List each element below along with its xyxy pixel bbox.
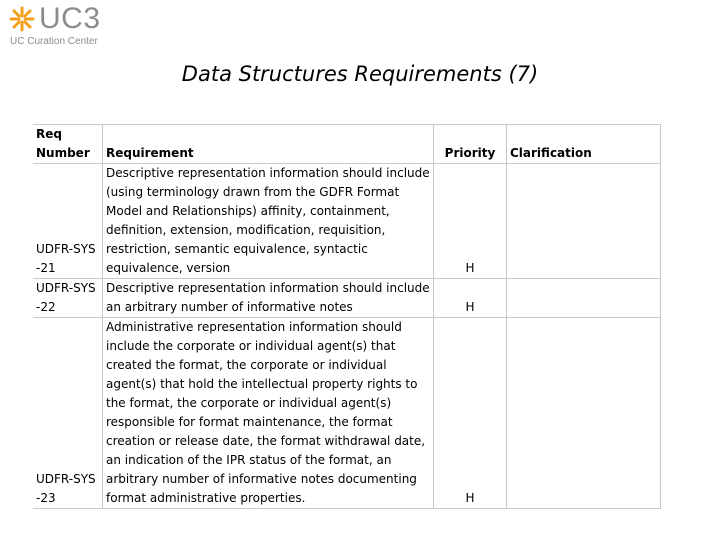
priority-cell: H	[434, 318, 507, 509]
clarification-cell	[507, 318, 661, 509]
clarification-cell	[507, 279, 661, 318]
table-row	[33, 279, 661, 318]
table-row	[33, 164, 661, 279]
requirement-cell: Descriptive representation information should include (using terminology drawn from the GDFR Format Model and Relationships) affinity, containment, definition, extension, modification, requisition, restriction, semantic equivalence, syntactic equivalence, version	[103, 164, 434, 279]
requirements-table	[33, 124, 661, 509]
header-requirement: Requirement	[103, 125, 434, 164]
requirement-cell: Administrative representation information should include the corporate or individual agent(s) that created the format, the corporate or individual agent(s) that hold the intellectual property rights to the format, the corporate or individual agent(s) responsible for format maintenance, the format creation or release date, the format withdrawal date, an indication of the IPR status of the format, an arbitrary number of informative notes documenting format administrative properties.	[103, 318, 434, 509]
table-header-row	[33, 125, 661, 164]
priority-cell: H	[434, 164, 507, 279]
header-priority: Priority	[434, 125, 507, 164]
requirement-cell: Descriptive representation information should include an arbitrary number of informative notes	[103, 279, 434, 318]
slide-title: Data Structures Requirements (7)	[181, 62, 539, 86]
req-number-cell: UDFR-SYS -23	[36, 472, 96, 505]
req-number-cell: UDFR-SYS -21	[36, 242, 96, 275]
header-clarification: Clarification	[507, 125, 661, 164]
asterisk-logo-icon	[9, 6, 35, 32]
logo-subtitle: UC Curation Center	[10, 36, 98, 47]
req-number-cell: UDFR-SYS -22	[36, 281, 96, 314]
logo-name: UC3	[39, 2, 101, 35]
clarification-cell	[507, 164, 661, 279]
priority-cell: H	[434, 279, 507, 318]
table-row	[33, 318, 661, 509]
header-req-number: Req Number	[36, 127, 90, 160]
